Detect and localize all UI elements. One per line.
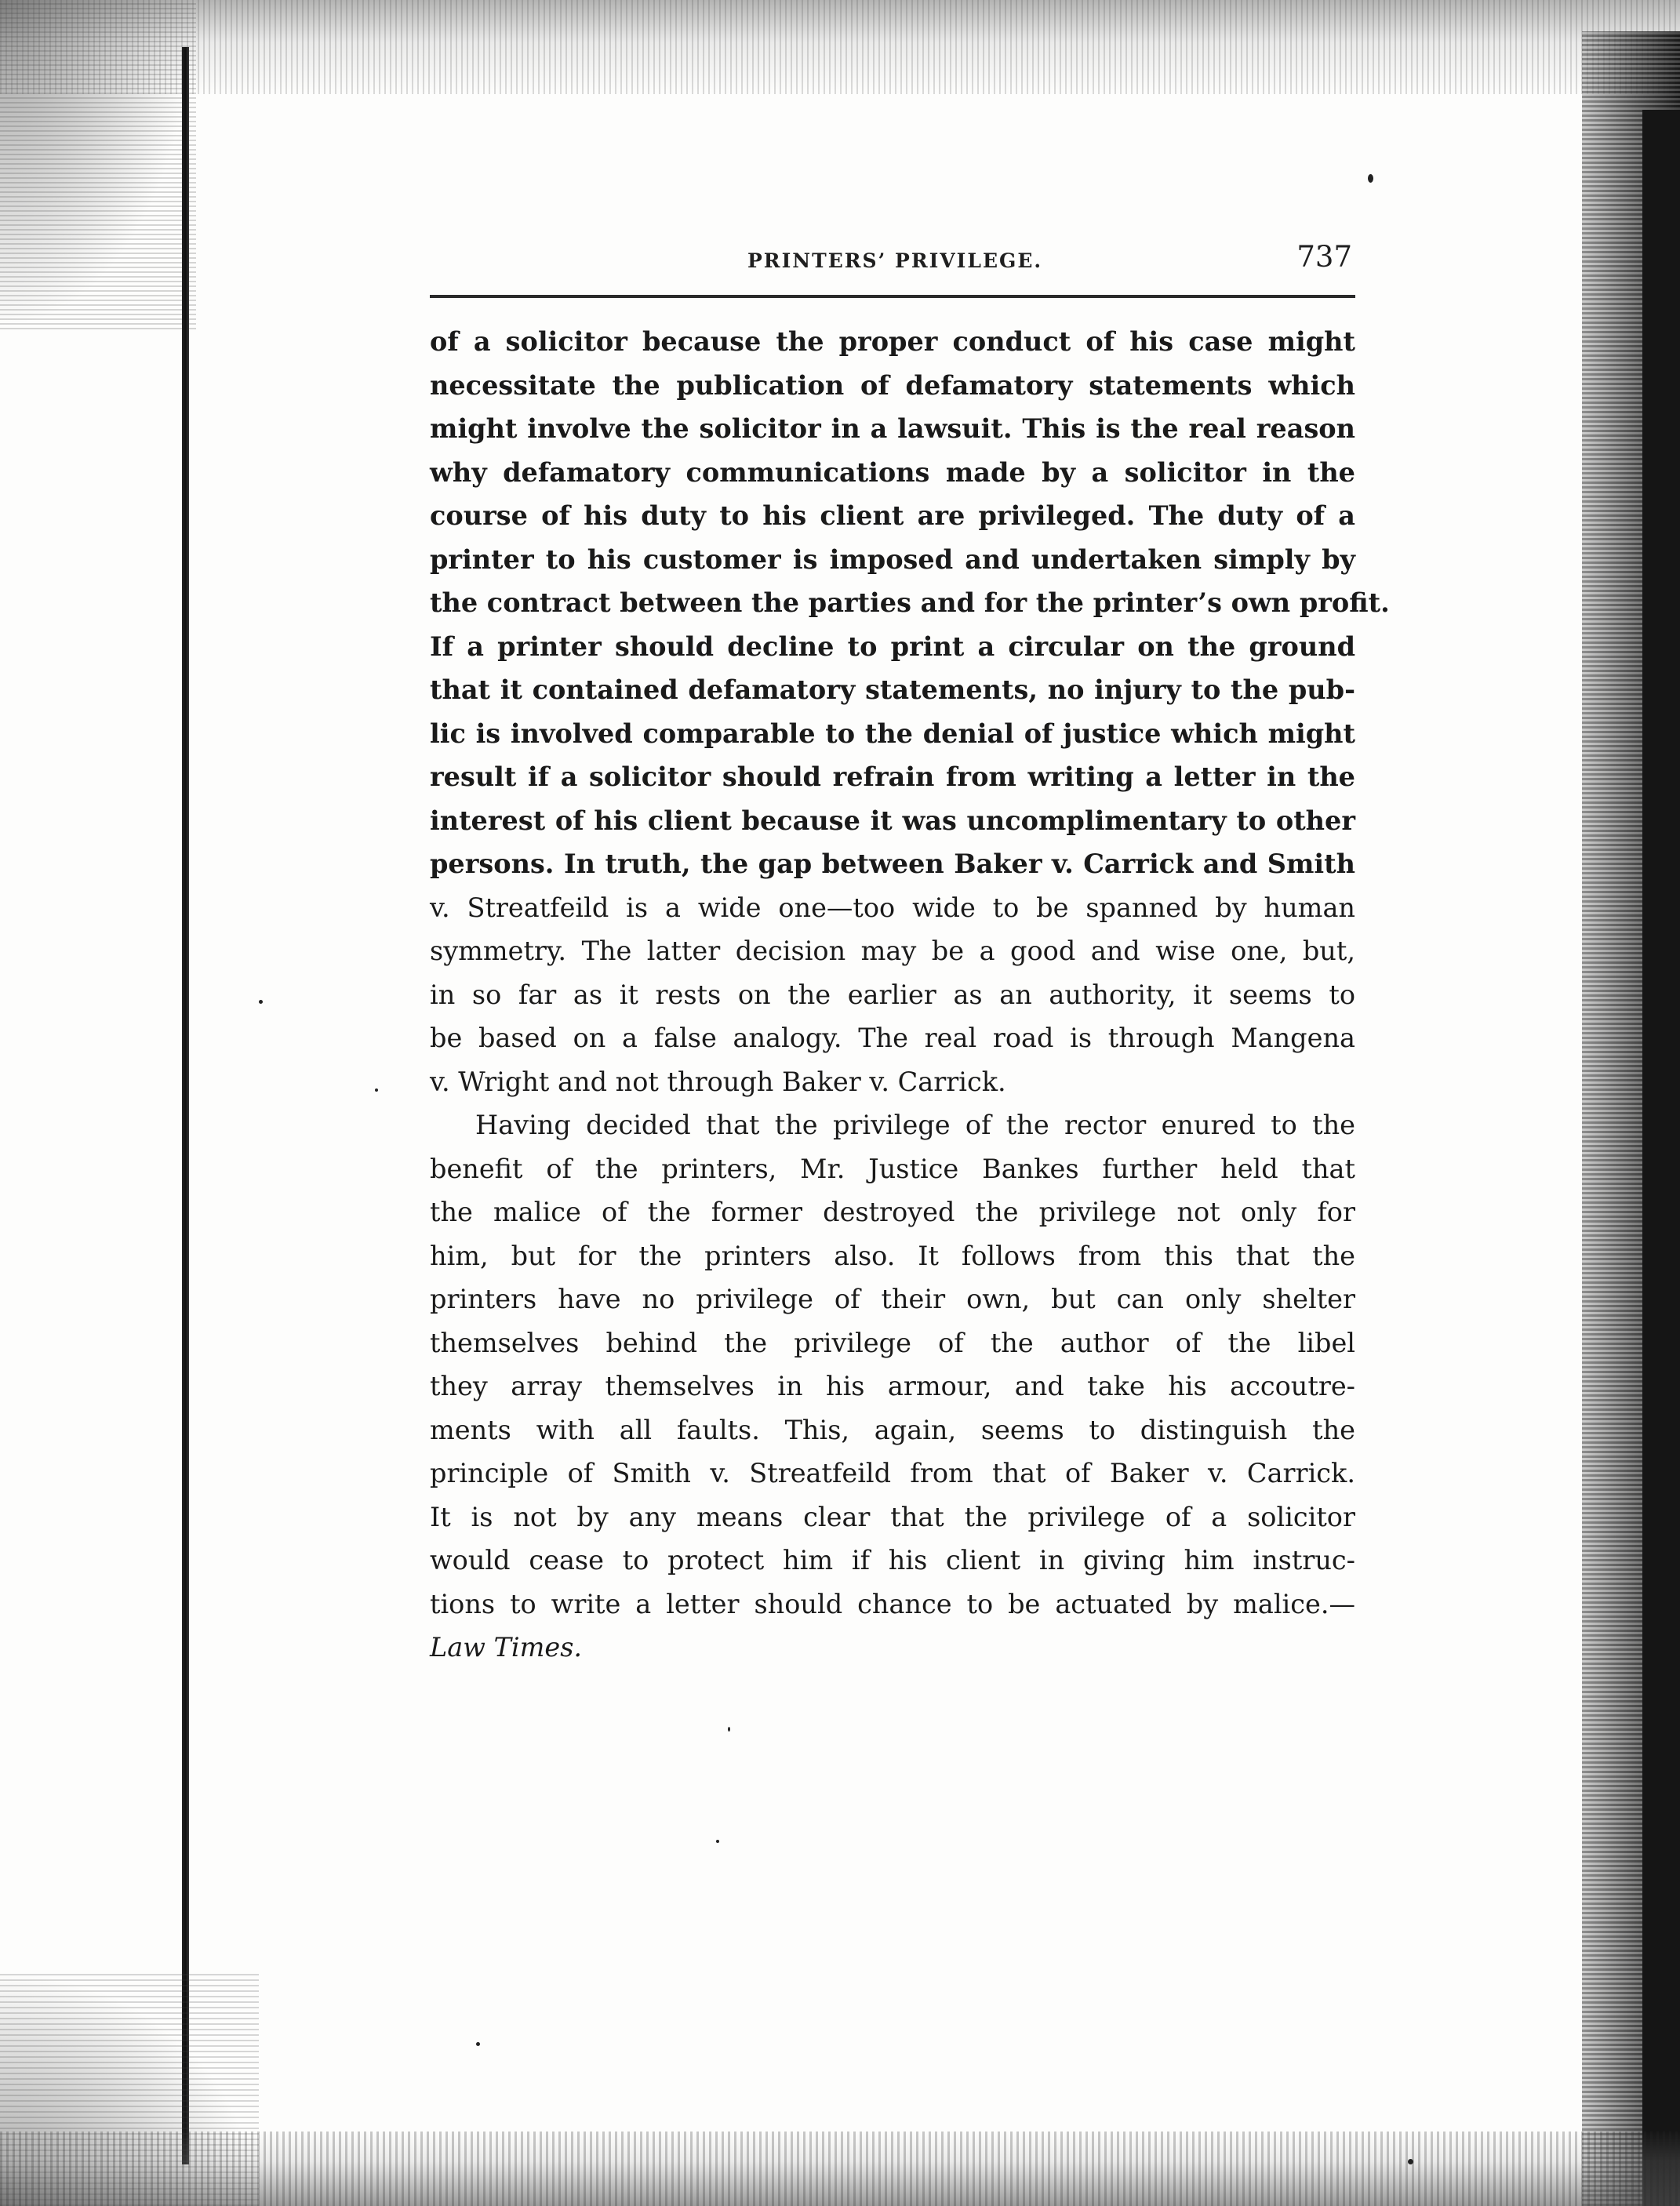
text-line: would cease to protect him if his client in giving him instruc- (430, 1545, 1355, 1575)
text-line: printers have no privilege of their own, but can only shelter (430, 1284, 1355, 1314)
text-line: printer to his customer is imposed and undertaken simply by (430, 543, 1355, 575)
text-line: benefit of the printers, Mr. Justice Bankes further held that (430, 1153, 1355, 1184)
text-line: principle of Smith v. Streatfeild from that of Baker v. Carrick. (430, 1458, 1355, 1488)
text-line: persons. In truth, the gap between Baker v. Carrick and Smith (430, 849, 1355, 879)
text-line: they array themselves in his armour, and take his accoutre- (430, 1371, 1355, 1401)
text-line: be based on a false analogy. The real road is through Mangena (430, 1023, 1355, 1053)
text-line: It is not by any means clear that the privilege of a solicitor (430, 1501, 1355, 1532)
text-line: might involve the solicitor in a lawsuit. This is the real reason (430, 413, 1355, 444)
text-line: the contract between the parties and for the printer’s own profit. (430, 587, 1390, 618)
scan-right-dark-band (1642, 110, 1680, 2206)
text-line: in so far as it rests on the earlier as an authority, it seems to (430, 979, 1355, 1010)
text-line: symmetry. The latter decision may be a good and wise one, but, (430, 936, 1355, 966)
text-line: If a printer should decline to print a circular on the ground (430, 631, 1355, 662)
text-line: course of his duty to his client are privileged. The duty of a (430, 500, 1355, 531)
scan-binding-line (182, 47, 189, 2164)
running-header (430, 240, 1352, 295)
running-title: PRINTERS’ PRIVILEGE. (747, 249, 1043, 272)
text-line: result if a solicitor should refrain from writing a letter in the (430, 761, 1355, 792)
text-line: Having decided that the privilege of the rector enured to the (475, 1110, 1355, 1140)
article-body (430, 320, 1390, 1670)
text-line: the malice of the former destroyed the privilege not only for (430, 1197, 1355, 1227)
text-line: tions to write a letter should chance to be actuated by malice.— (430, 1588, 1355, 1619)
paragraph-2 (430, 1103, 1355, 1670)
text-line: necessitate the publication of defamatory statements which (430, 369, 1355, 401)
text-line: him, but for the printers also. It follows from this that the (430, 1240, 1355, 1271)
text-line: of a solicitor because the proper conduct of his case might (430, 326, 1355, 357)
scan-speck (1408, 2159, 1413, 2164)
text-line: ments with all faults. This, again, seems to distinguish the (430, 1414, 1355, 1445)
text-line: v. Streatfeild is a wide one—too wide to be spanned by human (430, 892, 1355, 923)
scan-top-edge-shadow (0, 0, 1680, 94)
scan-left-edge-shadow (0, 0, 196, 329)
scan-speck (476, 2042, 480, 2046)
scan-speck (375, 1088, 378, 1092)
text-line: themselves behind the privilege of the author of the libel (430, 1327, 1355, 1358)
text-line: lic is involved comparable to the denial of justice which might (430, 718, 1355, 749)
paragraph-1 (430, 320, 1390, 1103)
scan-bottom-edge-shadow (0, 2131, 1680, 2206)
text-line: interest of his client because it was uncomplimentary to other (430, 805, 1355, 836)
header-rule (430, 295, 1355, 298)
scan-speck (728, 1727, 730, 1732)
text-line: Law Times. (430, 1632, 583, 1663)
text-line: v. Wright and not through Baker v. Carrick. (430, 1066, 1006, 1097)
scan-speck (1368, 174, 1373, 183)
text-line: that it contained defamatory statements, no injury to the pub- (430, 674, 1355, 705)
scan-speck (716, 1840, 719, 1843)
scan-speck (259, 1000, 263, 1004)
text-line: why defamatory communications made by a solicitor in the (430, 456, 1355, 488)
page-number: 737 (1296, 240, 1352, 274)
